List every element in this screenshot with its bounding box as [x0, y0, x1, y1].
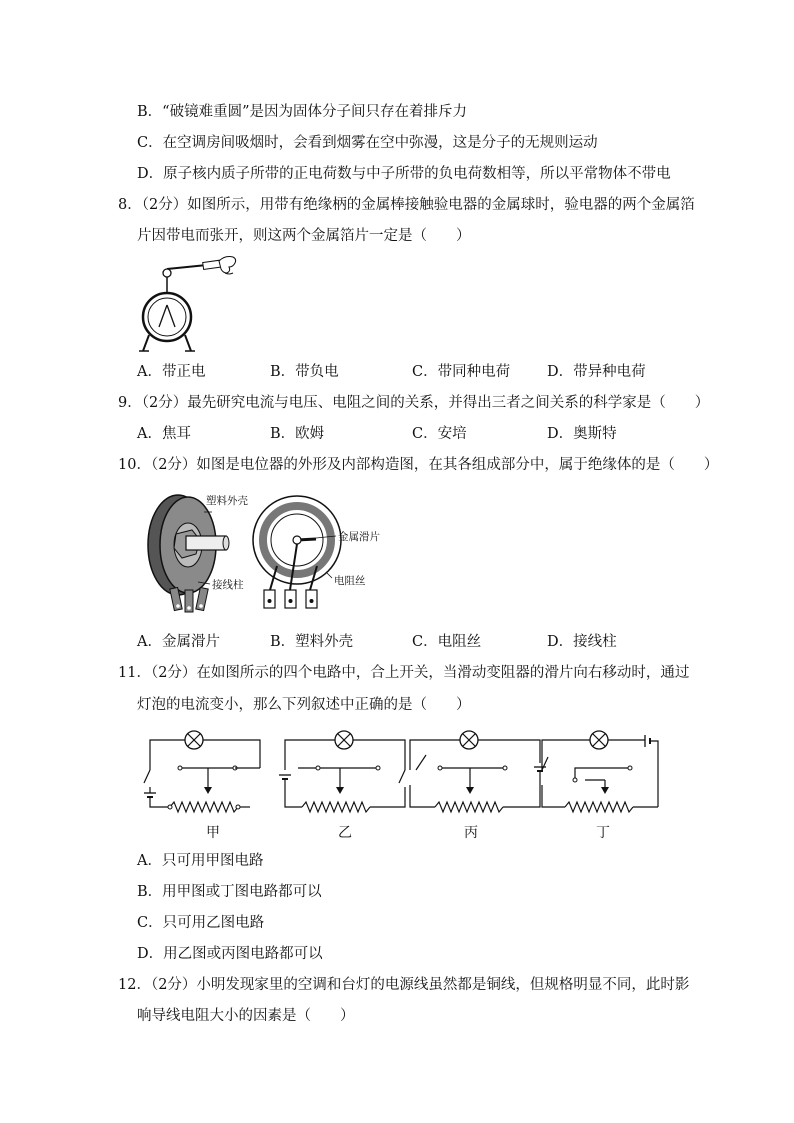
circuit-jia	[144, 731, 260, 841]
q10-stem: 10．（2分）如图是电位器的外形及内部构造图，在其各组成部分中，属于绝缘体的是（ ）	[118, 457, 719, 473]
q8-option-a: A．带正电	[137, 364, 206, 380]
q8-option-d: D．带异种电荷	[547, 364, 646, 380]
label-resistance-wire: 电阻丝	[334, 575, 366, 587]
caption-ding: 丁	[596, 825, 610, 841]
circuit-yi	[279, 731, 405, 841]
q10-option-c: C．电阻丝	[412, 634, 482, 650]
electroscope-figure	[135, 255, 245, 365]
q9-option-a: A．焦耳	[137, 426, 191, 442]
q12-stem-line2: 响导线电阻大小的因素是（ ）	[137, 1008, 355, 1024]
circuit-bing	[410, 731, 546, 841]
q8-option-b: B．带负电	[270, 364, 339, 380]
q10-option-a: A．金属滑片	[137, 634, 220, 650]
caption-bing: 丙	[464, 825, 478, 841]
q11-stem-line2: 灯泡的电流变小，那么下列叙述中正确的是（ ）	[137, 697, 471, 713]
q11-option-c: C．只可用乙图电路	[137, 915, 265, 931]
q11-option-b: B．用甲图或丁图电路都可以	[137, 884, 322, 900]
caption-jia: 甲	[206, 825, 220, 841]
q8-stem-line1: 8．（2分）如图所示，用带有绝缘柄的金属棒接触验电器的金属球时，验电器的两个金属箔	[118, 197, 695, 213]
q12-stem-line1: 12．（2分）小明发现家里的空调和台灯的电源线虽然都是铜线，但规格明显不同，此时影	[118, 977, 690, 993]
label-terminal: 接线柱	[212, 579, 244, 591]
q10-option-b: B．塑料外壳	[270, 634, 354, 650]
q9-option-c: C．安培	[412, 426, 467, 442]
label-plastic-shell: 塑料外壳	[206, 495, 248, 507]
q11-option-a: A．只可用甲图电路	[137, 853, 264, 869]
q9-option-d: D．奥斯特	[547, 426, 617, 442]
label-metal-slider: 金属滑片	[338, 531, 380, 543]
q9-option-b: B．欧姆	[270, 426, 325, 442]
q8-stem-line2: 片因带电而张开，则这两个金属箔片一定是（ ）	[137, 228, 471, 244]
q9-stem: 9．（2分）最先研究电流与电压、电阻之间的关系，并得出三者之间关系的科学家是（ ）	[118, 395, 710, 411]
q11-option-d: D．用乙图或丙图电路都可以	[137, 946, 323, 962]
circuits-figure	[140, 725, 670, 845]
q7-option-d: D．原子核内质子所带的正电荷数与中子所带的负电荷数相等，所以平常物体不带电	[137, 166, 671, 182]
q7-option-c: C．在空调房间吸烟时，会看到烟雾在空中弥漫，这是分子的无规则运动	[137, 135, 598, 151]
q7-option-b: B．“破镜难重圆”是因为固体分子间只存在着排斥力	[137, 104, 467, 120]
q8-option-c: C．带同种电荷	[412, 364, 511, 380]
q11-stem-line1: 11．（2分）在如图所示的四个电路中，合上开关，当滑动变阻器的滑片向右移动时，通过	[118, 665, 690, 681]
circuit-ding	[542, 731, 658, 841]
q10-option-d: D．接线柱	[547, 634, 617, 650]
caption-yi: 乙	[338, 825, 352, 841]
potentiometer-figure	[140, 490, 400, 620]
